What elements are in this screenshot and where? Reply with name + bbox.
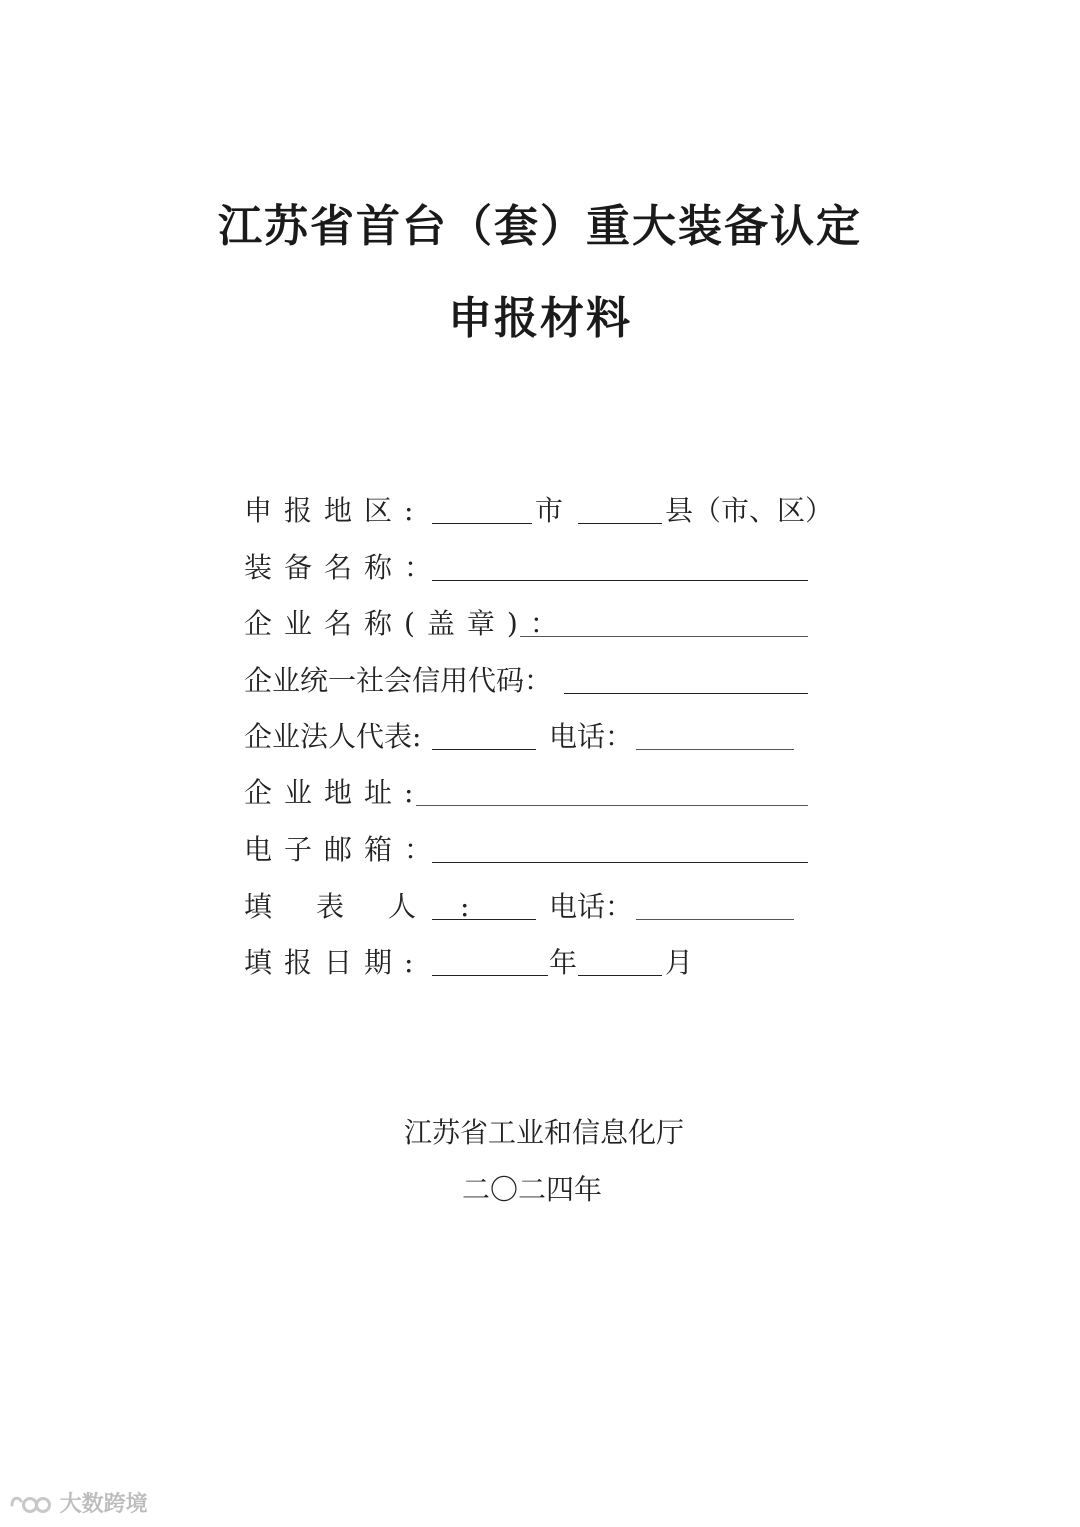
region-label: 申报地区: <box>244 494 426 527</box>
legal-rep-blank[interactable] <box>432 749 536 750</box>
company-blank[interactable] <box>520 636 808 637</box>
email-label: 电子邮箱： <box>244 833 445 866</box>
county-blank[interactable] <box>578 523 662 524</box>
equipment-label: 装备名称： <box>244 551 445 584</box>
document-subtitle: 申报材料 <box>448 293 632 344</box>
month-unit: 月 <box>665 946 694 979</box>
address-blank[interactable] <box>416 805 808 806</box>
filler-label: 填表人: <box>244 890 514 923</box>
year-blank[interactable] <box>432 975 548 976</box>
company-label: 企业名称(盖章)： <box>244 607 570 640</box>
equipment-blank[interactable] <box>432 580 808 581</box>
city-blank[interactable] <box>432 523 532 524</box>
issuing-organization: 江苏省工业和信息化厅 <box>404 1116 685 1149</box>
date-label: 填报日期: <box>244 946 426 979</box>
county-unit: 县（市、区） <box>665 494 834 527</box>
document-title: 江苏省首台（套）重大装备认定 <box>218 201 862 252</box>
issue-year: 二〇二四年 <box>462 1173 603 1206</box>
legal-rep-label: 企业法人代表: <box>244 720 422 753</box>
legal-rep-phone-label: 电话： <box>549 720 634 753</box>
month-blank[interactable] <box>578 975 662 976</box>
credit-code-blank[interactable] <box>564 693 808 694</box>
filler-blank[interactable] <box>432 919 536 920</box>
city-unit: 市 <box>535 494 564 527</box>
watermark <box>8 1490 148 1520</box>
filler-phone-label: 电话： <box>549 890 634 923</box>
filler-phone-blank[interactable] <box>636 919 794 920</box>
credit-code-label: 企业统一社会信用代码： <box>244 664 553 697</box>
year-unit: 年 <box>549 946 578 979</box>
address-label: 企业地址: <box>244 776 426 809</box>
email-blank[interactable] <box>432 862 808 863</box>
legal-rep-phone-blank[interactable] <box>636 749 794 750</box>
watermark-text: 大数跨境 <box>59 1492 148 1517</box>
watermark-logo-icon <box>8 1492 60 1517</box>
